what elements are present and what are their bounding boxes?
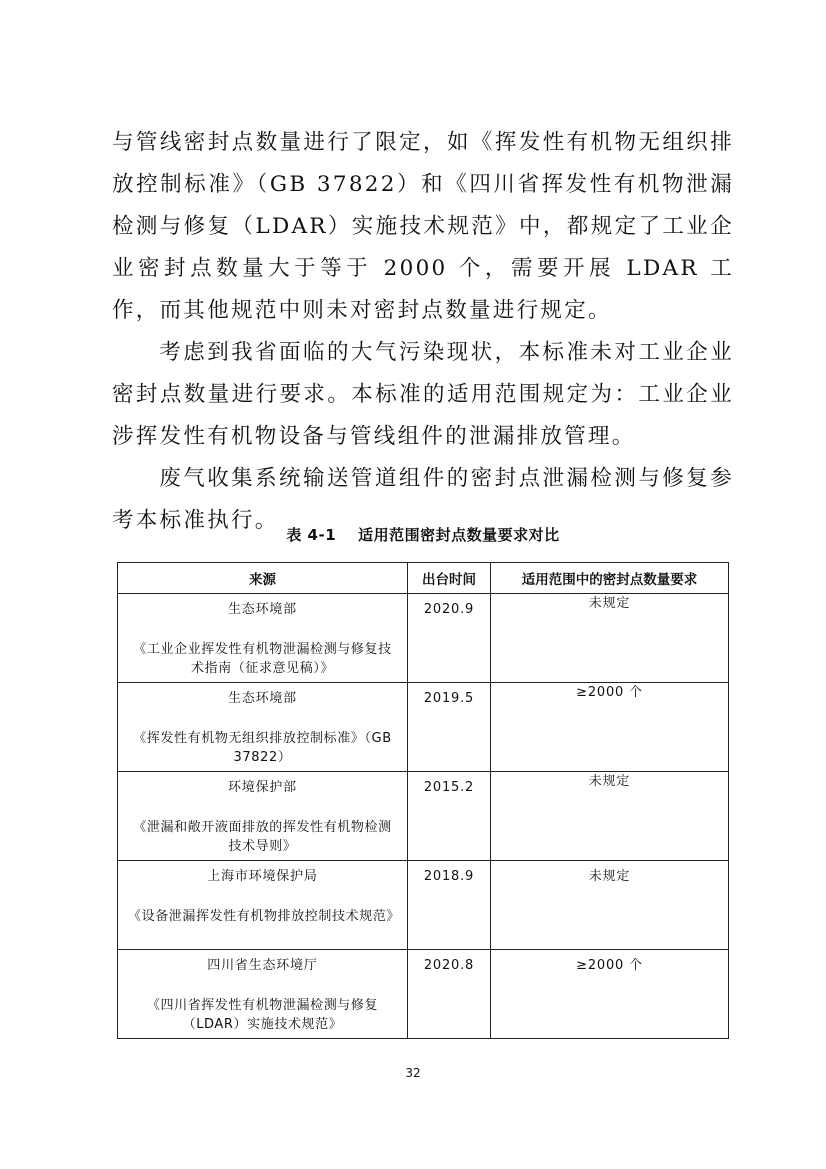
date-cell: [408, 594, 491, 683]
source-cell: [118, 861, 408, 950]
table-caption-title: 适用范围密封点数量要求对比: [358, 526, 560, 544]
comparison-table: [117, 562, 729, 1039]
date-cell: [408, 683, 491, 772]
source-cell: [118, 594, 408, 683]
header-requirement: 适用范围中的密封点数量要求: [491, 563, 729, 594]
issue-date: 2018.9: [423, 869, 475, 884]
paragraph-2: 考虑到我省面临的大气污染现状，本标准未对工业企业密封点数量进行要求。本标准的适用范围规定为：工业企业涉挥发性有机物设备与管线组件的泄漏排放管理。: [112, 340, 734, 449]
source-title: 《挥发性有机物无组织排放控制标准》（GB 37822）: [133, 731, 392, 765]
source-org: 生态环境部: [227, 602, 297, 617]
body-text: [112, 122, 734, 542]
source-cell: [118, 683, 408, 772]
date-cell: [408, 772, 491, 861]
source-title: 《泄漏和敞开液面排放的挥发性有机物检测技术导则》: [133, 820, 392, 854]
source-title: 《设备泄漏挥发性有机物排放控制技术规范》: [128, 909, 401, 924]
table-row: [118, 772, 729, 861]
header-source: 来源: [118, 563, 408, 594]
header-date: 出台时间: [408, 563, 491, 594]
issue-date: 2019.5: [423, 691, 475, 706]
source-org: 四川省生态环境厅: [207, 958, 318, 973]
issue-date: 2015.2: [423, 780, 475, 795]
table-row: [118, 861, 729, 950]
table-row: [118, 950, 729, 1039]
date-cell: [408, 861, 491, 950]
requirement-cell: [491, 594, 729, 683]
requirement-value: 未规定: [588, 596, 631, 611]
requirement-value: ≥2000 个: [576, 685, 643, 700]
requirement-value: 未规定: [588, 869, 631, 884]
requirement-cell: [491, 683, 729, 772]
page-number: 32: [405, 1066, 421, 1080]
table-caption: [112, 524, 734, 545]
requirement-cell: [491, 772, 729, 861]
issue-date: 2020.8: [423, 958, 475, 973]
source-org: 上海市环境保护局: [207, 869, 318, 884]
source-title: 《工业企业挥发性有机物泄漏检测与修复技术指南（征求意见稿）》: [133, 642, 392, 676]
paragraph-1: 与管线密封点数量进行了限定，如《挥发性有机物无组织排放控制标准》（GB 37822）和《四川省挥发性有机物泄漏检测与修复（LDAR）实施技术规范》中，都规定了工业企业密封点数量大于等于 2000 个，需要开展 LDAR 工作，而其他规范中则未对密封点数量进行规定。: [112, 130, 734, 323]
source-org: 生态环境部: [227, 691, 297, 706]
requirement-cell: [491, 861, 729, 950]
table-row: [118, 683, 729, 772]
paragraph-3: 废气收集系统输送管道组件的密封点泄漏检测与修复参考本标准执行。: [112, 466, 734, 533]
table-row: [118, 594, 729, 683]
requirement-value: ≥2000 个: [576, 958, 643, 973]
issue-date: 2020.9: [423, 602, 475, 617]
table-caption-number: 表 4-1: [286, 526, 337, 544]
source-org: 环境保护部: [227, 780, 297, 795]
table-header-row: [118, 563, 729, 594]
source-cell: [118, 950, 408, 1039]
source-title: 《四川省挥发性有机物泄漏检测与修复（LDAR）实施技术规范》: [146, 998, 379, 1032]
requirement-value: 未规定: [588, 774, 631, 789]
source-cell: [118, 772, 408, 861]
date-cell: [408, 950, 491, 1039]
requirement-cell: [491, 950, 729, 1039]
